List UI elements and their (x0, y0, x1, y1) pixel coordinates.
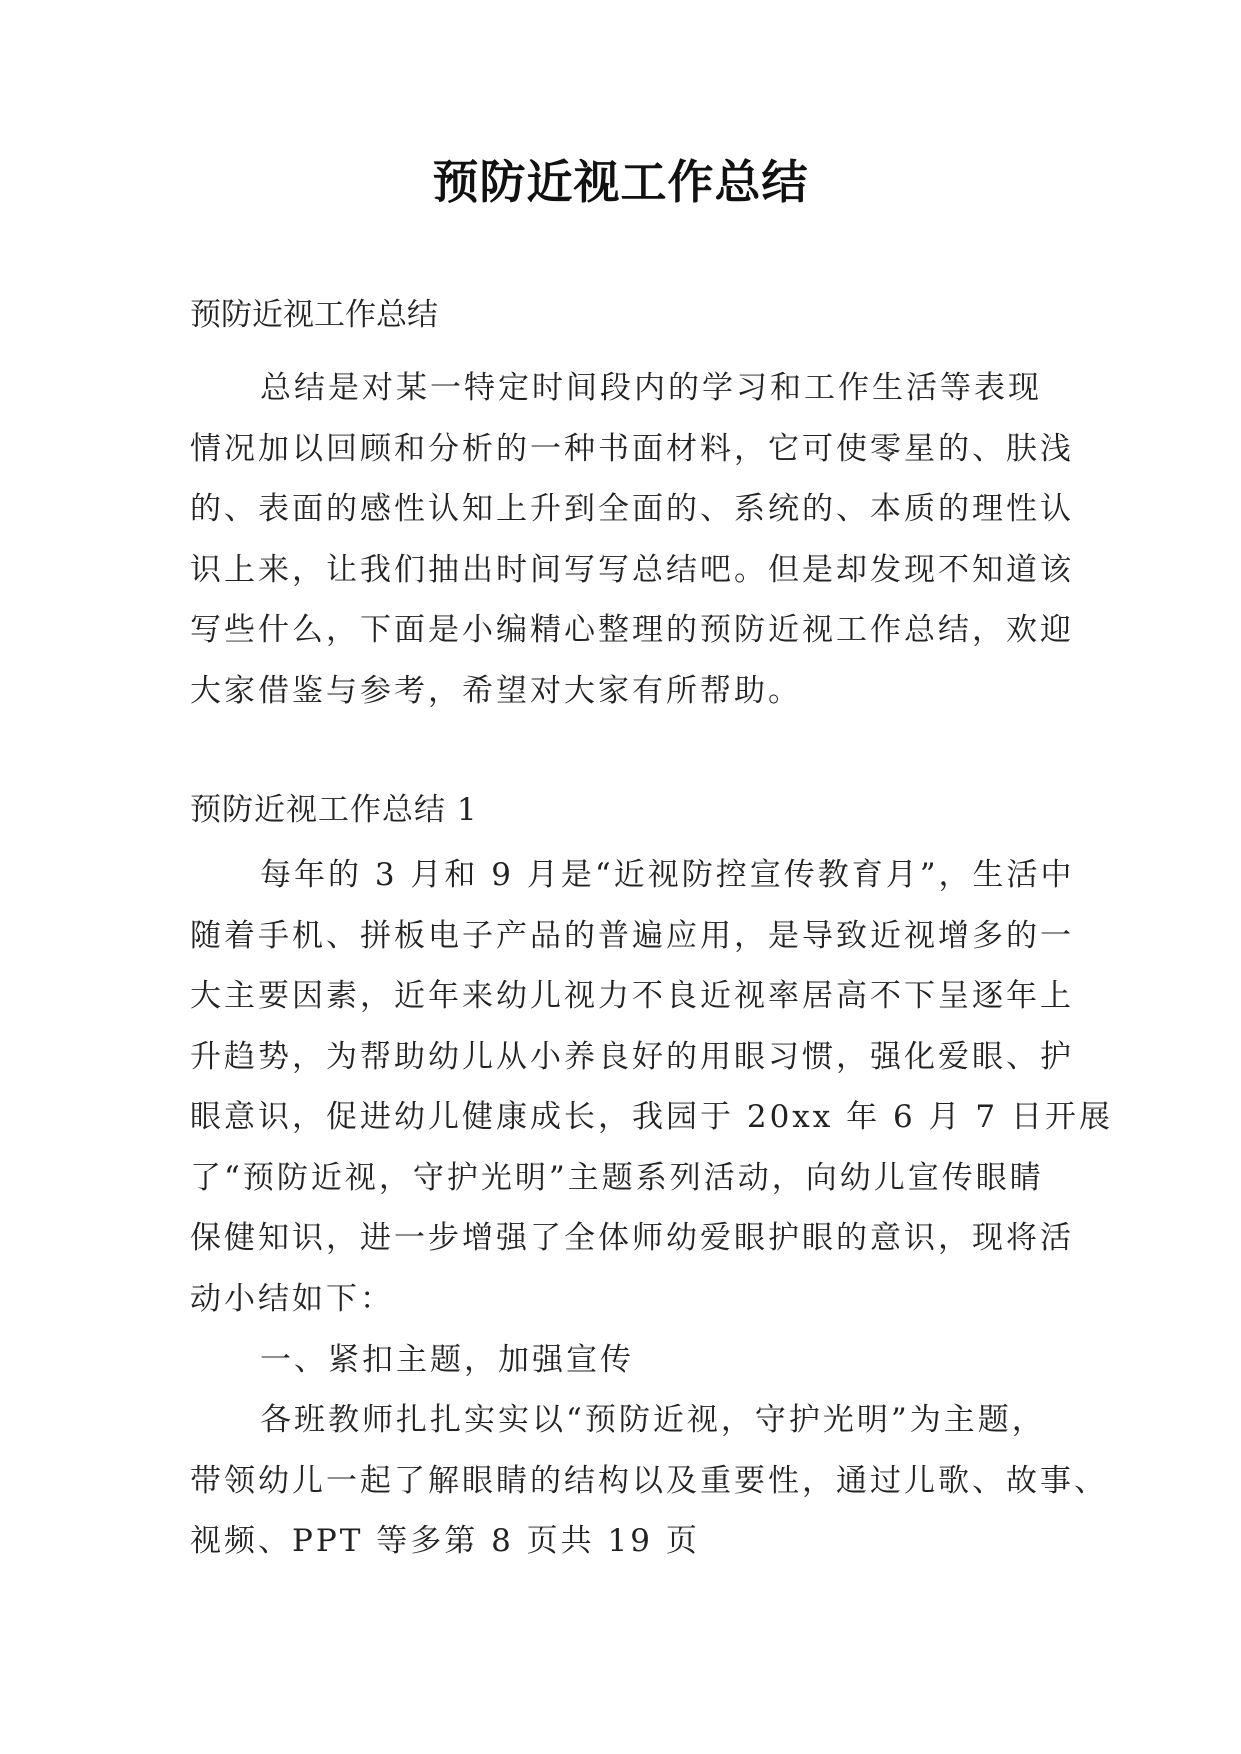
intro-line: 情况加以回顾和分析的一种书面材料，它可使零星的、肤浅 (190, 430, 1074, 467)
section1-line: 眼意识，促进幼儿健康成长，我园于 20xx 年 6 月 7 日开展 (190, 1099, 1113, 1135)
section1-line: 每年的 3 月和 9 月是“近视防控宣传教育月”，生活中 (260, 857, 1075, 893)
section2-line: 各班教师扎扎实实以“预防近视，守护光明”为主题， (260, 1402, 1046, 1438)
section2-line: 带领幼儿一起了解眼睛的结构以及重要性，通过儿歌、故事、 (190, 1462, 1108, 1499)
section1-line: 保健知识，进一步增强了全体师幼爱眼护眼的意识，现将活 (190, 1220, 1074, 1256)
section1-paragraph (190, 845, 1113, 1329)
document-subtitle: 预防近视工作总结 (190, 297, 438, 333)
section1-line: 大主要因素，近年来幼儿视力不良近视率居高不下呈逐年上 (190, 978, 1074, 1014)
intro-line: 识上来，让我们抽出时间写写总结吧。但是却发现不知道该 (190, 551, 1074, 588)
section2-line: 视频、PPT 等多第 8 页共 19 页 (190, 1523, 700, 1559)
document-title: 预防近视工作总结 (432, 155, 809, 209)
section1-line: 了“预防近视，守护光明”主题系列活动，向幼儿宣传眼睛 (190, 1159, 1044, 1196)
intro-line: 的、表面的感性认知上升到全面的、系统的、本质的理性认 (190, 491, 1074, 527)
intro-line: 总结是对某一特定时间段内的学习和工作生活等表现 (260, 370, 1042, 406)
subheading-paragraph (190, 1330, 1052, 1391)
section2-paragraph (190, 1390, 1108, 1572)
section-heading: 预防近视工作总结 1 (190, 792, 478, 828)
subheading: 一、紧扣主题，加强宣传 (260, 1342, 634, 1378)
intro-line: 大家借鉴与参考，希望对大家有所帮助。 (190, 672, 802, 709)
section1-line: 动小结如下： (190, 1280, 394, 1317)
intro-line: 写些什么，下面是小编精心整理的预防近视工作总结，欢迎 (190, 612, 1074, 648)
intro-paragraph (190, 358, 1074, 721)
section1-line: 随着手机、拼板电子产品的普遍应用，是导致近视增多的一 (190, 917, 1074, 954)
section1-line: 升趋势，为帮助幼儿从小养良好的用眼习惯，强化爱眼、护 (190, 1038, 1074, 1075)
